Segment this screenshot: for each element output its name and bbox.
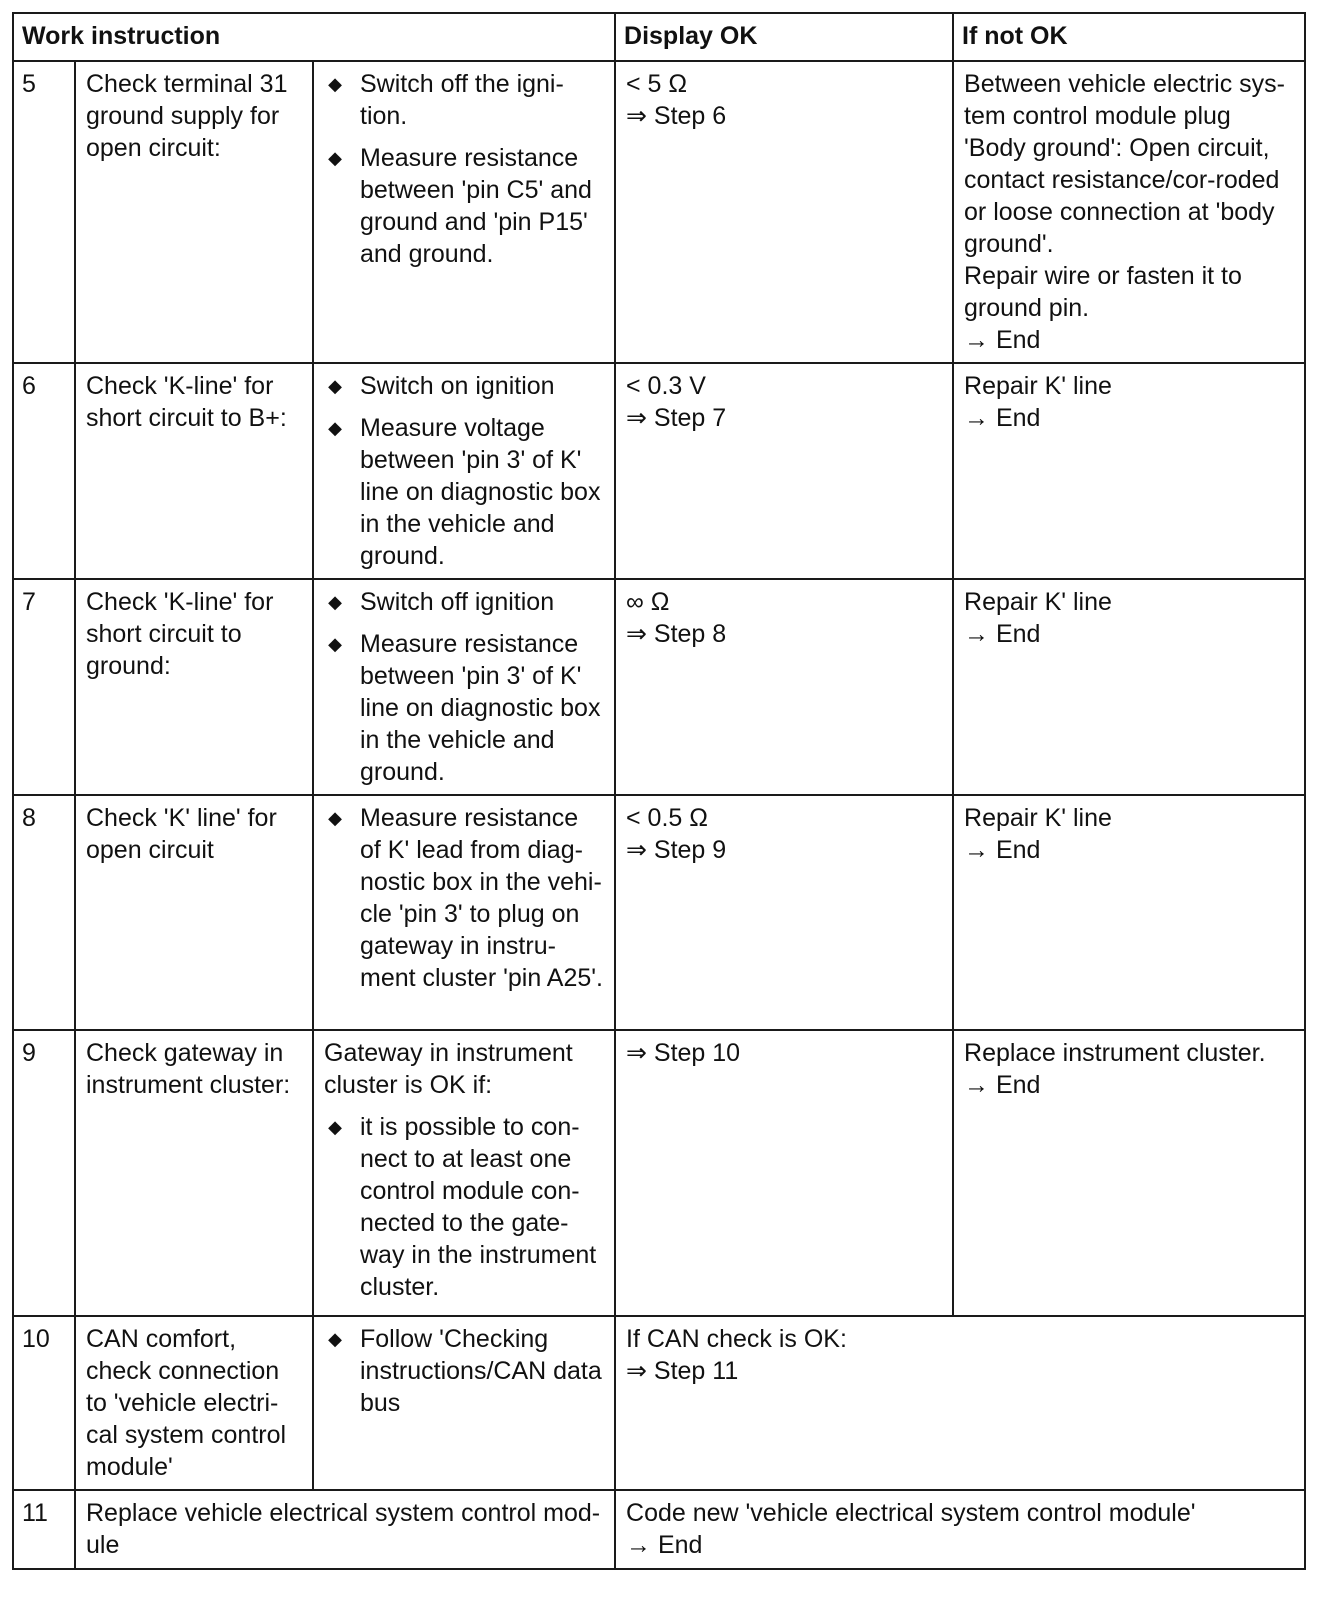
list-item: ◆ Measure resistance of K' lead from diag-nostic box in the vehi-cle 'pin 3' to plug on gateway in instru-ment cluster 'pin A25'. [324, 802, 604, 994]
if-not-ok-cell: Repair K' line → End [953, 579, 1305, 795]
step-instructions [313, 795, 615, 1030]
if-not-ok-cell: Repair K' line → End [953, 363, 1305, 579]
step-number: 9 [13, 1030, 75, 1316]
if-not-ok-cell: Repair K' line → End [953, 795, 1305, 1030]
work-instruction-table [12, 12, 1306, 1570]
display-ok-cell: < 0.5 Ω ⇒ Step 9 [615, 795, 953, 1030]
bullet-diamond-icon: ◆ [328, 418, 342, 438]
table-row [13, 1490, 1305, 1569]
if-not-ok-cell: Replace instrument cluster. → End [953, 1030, 1305, 1316]
table-row [13, 61, 1305, 363]
list-item: ◆ Switch on ignition [324, 370, 604, 402]
step-number: 5 [13, 61, 75, 363]
bullet-diamond-icon: ◆ [328, 74, 342, 94]
list-item: ◆ Measure voltage between 'pin 3' of K' line on diagnostic box in the vehicle and ground. [324, 412, 604, 572]
bullet-diamond-icon: ◆ [328, 808, 342, 828]
list-item: ◆ Switch off ignition [324, 586, 604, 618]
step-number: 11 [13, 1490, 75, 1569]
step-number: 10 [13, 1316, 75, 1490]
step-instructions [313, 1316, 615, 1490]
bullet-diamond-icon: ◆ [328, 634, 342, 654]
header-display-ok: Display OK [615, 13, 953, 61]
list-item: ◆ Follow 'Checking instructions/CAN data bus [324, 1323, 604, 1419]
step-description: Check gateway in instrument cluster: [75, 1030, 313, 1316]
table-row [13, 579, 1305, 795]
step-instructions [313, 579, 615, 795]
bullet-diamond-icon: ◆ [328, 148, 342, 168]
bullet-diamond-icon: ◆ [328, 592, 342, 612]
bullet-diamond-icon: ◆ [328, 1117, 342, 1137]
step-description: Check 'K' line' for open circuit [75, 795, 313, 1030]
display-ok-cell: If CAN check is OK: ⇒ Step 11 [615, 1316, 1305, 1490]
table-header-row [13, 13, 1305, 61]
display-ok-cell: < 5 Ω ⇒ Step 6 [615, 61, 953, 363]
list-item: ◆ it is possible to con-nect to at least one control module con-nected to the gate-way in the instrument cluster. [324, 1111, 604, 1303]
display-ok-cell: ⇒ Step 10 [615, 1030, 953, 1316]
header-work-instruction: Work instruction [13, 13, 615, 61]
table-row [13, 1030, 1305, 1316]
display-ok-cell: Code new 'vehicle electrical system control module' → End [615, 1490, 1305, 1569]
display-ok-cell: ∞ Ω ⇒ Step 8 [615, 579, 953, 795]
step-description: Check terminal 31 ground supply for open circuit: [75, 61, 313, 363]
header-if-not-ok: If not OK [953, 13, 1305, 61]
instruction-intro: Gateway in instrument cluster is OK if: [324, 1039, 573, 1099]
list-item: ◆ Measure resistance between 'pin 3' of K' line on diagnostic box in the vehicle and ground. [324, 628, 604, 788]
if-not-ok-cell: Between vehicle electric sys-tem control module plug 'Body ground': Open circuit, contact resistance/cor-roded or loose connection at 'body ground'. Repair wire or fasten it to ground pin. → End [953, 61, 1305, 363]
step-instructions [313, 61, 615, 363]
step-number: 6 [13, 363, 75, 579]
step-description: Replace vehicle electrical system control mod-ule [75, 1490, 615, 1569]
table-row [13, 363, 1305, 579]
bullet-diamond-icon: ◆ [328, 376, 342, 396]
step-instructions [313, 1030, 615, 1316]
table-row [13, 795, 1305, 1030]
display-ok-cell: < 0.3 V ⇒ Step 7 [615, 363, 953, 579]
step-number: 7 [13, 579, 75, 795]
step-description: CAN comfort, check connection to 'vehicle electri-cal system control module' [75, 1316, 313, 1490]
step-number: 8 [13, 795, 75, 1030]
bullet-diamond-icon: ◆ [328, 1329, 342, 1349]
table-row [13, 1316, 1305, 1490]
step-description: Check 'K-line' for short circuit to ground: [75, 579, 313, 795]
list-item: ◆ Switch off the igni-tion. [324, 68, 604, 132]
list-item: ◆ Measure resistance between 'pin C5' and ground and 'pin P15' and ground. [324, 142, 604, 270]
step-description: Check 'K-line' for short circuit to B+: [75, 363, 313, 579]
step-instructions [313, 363, 615, 579]
